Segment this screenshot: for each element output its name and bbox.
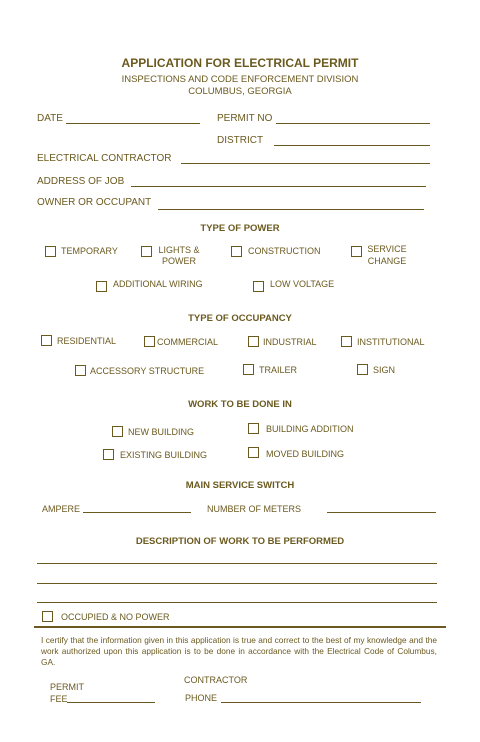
residential-label: RESIDENTIAL [57, 336, 117, 346]
main-switch-heading: MAIN SERVICE SWITCH [185, 480, 295, 491]
address-label: ADDRESS OF JOB [37, 176, 125, 187]
location: COLUMBUS, GEORGIA [188, 86, 292, 97]
permit-no-field[interactable] [276, 123, 430, 124]
contractor-label: ELECTRICAL CONTRACTOR [37, 153, 172, 164]
date-label: DATE [37, 113, 63, 124]
division-name: INSPECTIONS AND CODE ENFORCEMENT DIVISION [121, 74, 359, 85]
service-change-label-2: CHANGE [367, 256, 407, 266]
temporary-checkbox[interactable] [45, 246, 56, 257]
sign-checkbox[interactable] [357, 364, 368, 375]
meters-label: NUMBER OF METERS [207, 504, 302, 514]
occupied-no-power-label: OCCUPIED & NO POWER [61, 612, 170, 622]
certification-text: I certify that the information given in this application is true and correct to the best of my knowledge and the work authorized upon this application is to be done in accordance with the Electrical Code of Columbus, GA. [41, 635, 437, 667]
construction-checkbox[interactable] [231, 246, 242, 257]
moved-building-checkbox[interactable] [248, 447, 259, 458]
type-of-occupancy-heading: TYPE OF OCCUPANCY [188, 313, 292, 324]
meters-field[interactable] [327, 512, 436, 513]
lights-power-label-2: POWER [161, 256, 196, 266]
construction-label: CONSTRUCTION [248, 246, 321, 256]
ampere-field[interactable] [83, 512, 191, 513]
new-building-label: NEW BUILDING [128, 427, 195, 437]
date-field[interactable] [66, 123, 200, 124]
description-heading: DESCRIPTION OF WORK TO BE PERFORMED [135, 536, 345, 547]
additional-wiring-label: ADDITIONAL WIRING [113, 279, 203, 289]
industrial-checkbox[interactable] [248, 336, 259, 347]
service-change-label-1: SERVICE [367, 244, 407, 254]
institutional-checkbox[interactable] [341, 336, 352, 347]
commercial-label: COMMERCIAL [157, 337, 219, 347]
additional-wiring-checkbox[interactable] [96, 281, 107, 292]
contractor-footer-label: CONTRACTOR [184, 675, 248, 685]
trailer-checkbox[interactable] [243, 364, 254, 375]
temporary-label: TEMPORARY [61, 246, 118, 256]
accessory-structure-label: ACCESSORY STRUCTURE [90, 366, 205, 376]
service-change-checkbox[interactable] [351, 246, 362, 257]
work-heading: WORK TO BE DONE IN [188, 399, 292, 410]
contractor-field[interactable] [181, 163, 430, 164]
lights-power-label-1: LIGHTS & [158, 245, 200, 255]
type-of-power-heading: TYPE OF POWER [200, 223, 280, 234]
section-divider [34, 626, 446, 628]
permit-no-label: PERMIT NO [217, 113, 273, 124]
new-building-checkbox[interactable] [112, 426, 123, 437]
commercial-checkbox[interactable] [144, 336, 155, 347]
institutional-label: INSTITUTIONAL [357, 337, 425, 347]
district-field[interactable] [274, 145, 430, 146]
building-addition-label: BUILDING ADDITION [266, 424, 354, 434]
district-label: DISTRICT [217, 135, 264, 146]
description-line-1[interactable] [37, 563, 437, 564]
form-title: APPLICATION FOR ELECTRICAL PERMIT [121, 56, 359, 70]
low-voltage-label: LOW VOLTAGE [270, 279, 335, 289]
address-field[interactable] [131, 186, 426, 187]
permit-label: PERMIT [50, 682, 85, 692]
accessory-structure-checkbox[interactable] [75, 365, 86, 376]
industrial-label: INDUSTRIAL [263, 337, 317, 347]
existing-building-label: EXISTING BUILDING [120, 450, 208, 460]
owner-field[interactable] [158, 209, 424, 210]
building-addition-checkbox[interactable] [248, 423, 259, 434]
existing-building-checkbox[interactable] [103, 449, 114, 460]
sign-label: SIGN [373, 365, 396, 375]
fee-label: FEE [50, 694, 68, 704]
phone-field[interactable] [221, 702, 421, 703]
moved-building-label: MOVED BUILDING [266, 449, 345, 459]
occupied-no-power-checkbox[interactable] [42, 611, 53, 622]
ampere-label: AMPERE [42, 504, 81, 514]
phone-label: PHONE [185, 693, 218, 703]
trailer-label: TRAILER [259, 365, 298, 375]
fee-field[interactable] [67, 702, 155, 703]
residential-checkbox[interactable] [41, 335, 52, 346]
owner-label: OWNER OR OCCUPANT [37, 197, 152, 208]
low-voltage-checkbox[interactable] [253, 281, 264, 292]
description-line-3[interactable] [37, 602, 437, 603]
description-line-2[interactable] [37, 583, 437, 584]
